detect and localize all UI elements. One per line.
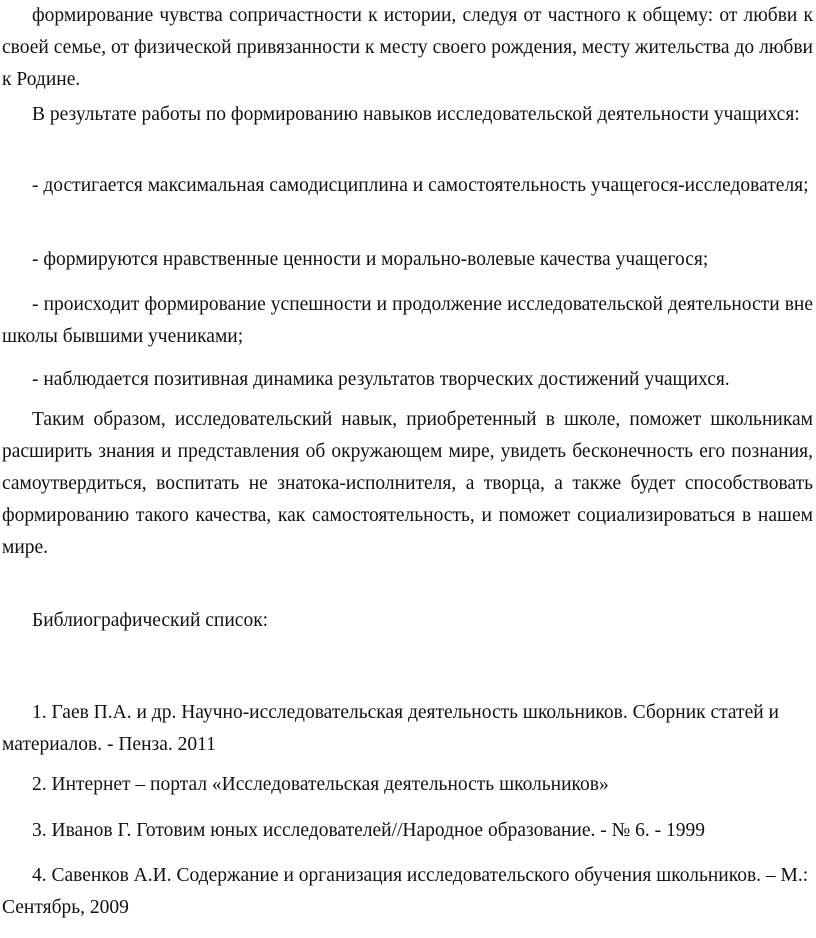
list-item-moral-values: - формируются нравственные ценности и морально-волевые качества учащегося;	[32, 249, 709, 270]
list-item-success: - происходит формирование успешности и продолжение исследовательской деятельности вне школы бывшими учениками;	[2, 294, 813, 347]
paragraph-patriotism: формирование чувства сопричастности к истории, следуя от частного к общему: от любви к своей семье, от физической привязанности к месту своего рождения, месту жительства до любви к Родине.	[2, 5, 813, 90]
bibliography-item-4: 4. Савенков А.И. Содержание и организация исследовательского обучения школьников. – М.: Сентябрь, 2009	[2, 865, 809, 918]
bibliography-heading: Библиографический список:	[32, 610, 269, 631]
list-item-positive-dynamics: - наблюдается позитивная динамика результатов творческих достижений учащихся.	[32, 369, 730, 390]
paragraph-conclusion: Таким образом, исследовательский навык, приобретенный в школе, поможет школьникам расширить знания и представления об окружающем мире, увидеть бесконечность его познания, самоутвердиться, воспитать не знатока-исполнителя, а творца, а также будет способствовать формированию такого качества, как самостоятельность, и поможет социализироваться в нашем мире.	[2, 409, 813, 558]
bibliography-item-2: 2. Интернет – портал «Исследовательская деятельность школьников»	[32, 774, 609, 795]
bibliography-item-1: 1. Гаев П.А. и др. Научно-исследовательская деятельность школьников. Сборник статей и материалов. - Пенза. 2011	[2, 702, 779, 755]
list-item-self-discipline: - достигается максимальная самодисциплина и самостоятельность учащегося-исследователя;	[32, 175, 809, 196]
bibliography-item-3: 3. Иванов Г. Готовим юных исследователей//Народное образование. - № 6. - 1999	[32, 820, 705, 841]
paragraph-results-intro: В результате работы по формированию навыков исследовательской деятельности учащихся:	[32, 104, 800, 125]
